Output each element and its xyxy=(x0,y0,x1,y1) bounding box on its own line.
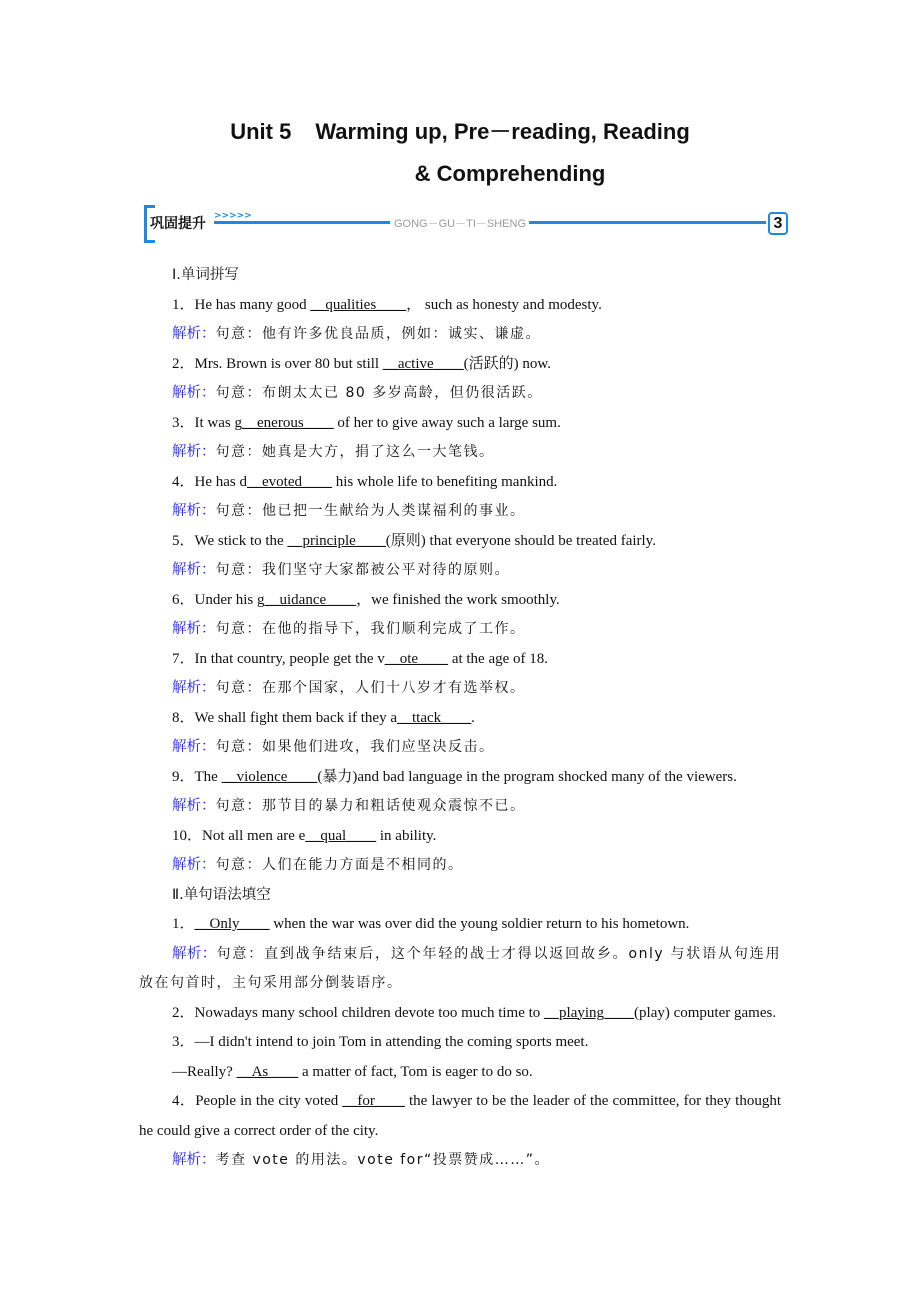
explanation xyxy=(139,792,781,822)
reply-text: —Really? xyxy=(172,1063,237,1080)
explanation xyxy=(139,320,781,350)
title-text: Warming up, Pre－reading, Reading xyxy=(315,119,690,144)
question-text: ， such as honesty and modesty. xyxy=(406,296,602,313)
explanation-text: 句意：人们在能力方面是不相同的。 xyxy=(215,857,464,873)
question-text: (暴力)and bad language in the program shocked many of the viewers. xyxy=(317,768,737,785)
question-text: People in the city voted xyxy=(195,1093,343,1109)
question-text: He has many good xyxy=(194,296,311,313)
explanation-text: 句意：他有许多优良品质，例如：诚实、谦虚。 xyxy=(215,326,541,342)
explanation-label: 解析： xyxy=(172,680,216,696)
question-text: (活跃的) now. xyxy=(463,355,552,372)
question-number: 5． xyxy=(172,532,195,549)
question-text: his whole life to benefiting mankind. xyxy=(332,473,558,490)
question-text: Nowadays many school children devote too much time to xyxy=(194,1004,545,1021)
answer-blank: __uidance____ xyxy=(264,591,357,608)
question-item xyxy=(139,527,781,557)
question-number: 4． xyxy=(172,1093,196,1109)
section-banner xyxy=(144,205,788,239)
explanation-label: 解析： xyxy=(172,503,216,519)
question-number: 4． xyxy=(172,473,195,490)
banner-line xyxy=(529,221,766,224)
question-item xyxy=(139,586,781,616)
question-text: We shall fight them back if they a xyxy=(194,709,397,726)
answer-blank: __playing____ xyxy=(544,1004,635,1021)
question-number: 1． xyxy=(172,296,195,313)
question-item xyxy=(139,1087,781,1146)
explanation-text: 句意：布朗太太已 80 多岁高龄，但仍很活跃。 xyxy=(215,385,543,401)
explanation xyxy=(139,556,781,586)
answer-blank: __Only____ xyxy=(194,916,270,932)
question-text: Mrs. Brown is over 80 but still xyxy=(194,355,383,372)
question-number: 8． xyxy=(172,709,195,726)
explanation-label: 解析： xyxy=(172,385,216,401)
explanation-label: 解析： xyxy=(172,562,216,578)
question-number: 6． xyxy=(172,591,195,608)
unit-label: Unit 5 xyxy=(230,119,292,144)
explanation xyxy=(139,733,781,763)
explanation xyxy=(139,674,781,704)
explanation-label: 解析： xyxy=(172,798,216,814)
section-title: Ⅱ.单句语法填空 xyxy=(172,886,271,903)
section-heading xyxy=(139,881,781,911)
answer-blank: __ote____ xyxy=(384,650,449,667)
explanation-text: 句意：他已把一生献给为人类谋福利的事业。 xyxy=(215,503,526,519)
section-title: Ⅰ.单词拼写 xyxy=(172,267,239,283)
explanation-label: 解析： xyxy=(172,326,216,342)
question-item xyxy=(139,468,781,498)
page-number-badge: 3 xyxy=(768,212,788,235)
answer-blank: __qual____ xyxy=(305,827,377,844)
question-number: 1． xyxy=(172,916,195,932)
question-text: It was g xyxy=(194,414,243,431)
explanation-text: 句意：在他的指导下，我们顺利完成了工作。 xyxy=(215,621,526,637)
explanation-label: 解析： xyxy=(172,739,216,755)
answer-blank: __violence____ xyxy=(221,768,318,785)
question-text: ，we finished the work smoothly. xyxy=(356,591,560,608)
answer-blank: __As____ xyxy=(236,1063,299,1080)
explanation-label: 解析： xyxy=(172,621,216,637)
answer-blank: __for____ xyxy=(342,1093,405,1109)
explanation-label: 解析： xyxy=(172,945,217,962)
question-number: 9． xyxy=(172,768,195,785)
question-item xyxy=(139,999,781,1029)
reply-text: a matter of fact, Tom is eager to do so. xyxy=(298,1063,533,1080)
question-text: . xyxy=(471,709,475,726)
explanation-text: 句意：她真是大方，捐了这么一大笔钱。 xyxy=(215,444,495,460)
arrows-icon: >>>>> xyxy=(214,211,252,221)
banner-label: 巩固提升 xyxy=(150,216,206,232)
explanation-text: 句意：在那个国家，人们十八岁才有选举权。 xyxy=(215,680,526,696)
answer-blank: __active____ xyxy=(382,355,464,372)
question-text: (原则) that everyone should be treated fairly. xyxy=(385,532,656,549)
question-number: 3． xyxy=(172,1034,195,1050)
question-item xyxy=(139,910,781,940)
explanation-text: 句意：直到战争结束后，这个年轻的战士才得以返回故乡。only 与状语从句连用放在句首时，主句采用部分倒装语序。 xyxy=(139,945,782,991)
banner-pinyin: GONG－GU－TI－SHENG xyxy=(394,218,527,230)
question-text: —I didn't intend to join Tom in attending the coming sports meet. xyxy=(194,1034,589,1050)
explanation xyxy=(139,497,781,527)
title-line-2: & Comprehending xyxy=(414,161,606,186)
question-number: 2． xyxy=(172,355,195,372)
answer-blank: __enerous____ xyxy=(242,414,334,431)
explanation xyxy=(139,940,781,999)
question-text: at the age of 18. xyxy=(448,650,549,667)
exercise-content xyxy=(139,261,781,1176)
question-text: in ability. xyxy=(376,827,437,844)
explanation xyxy=(139,1146,781,1176)
explanation xyxy=(139,615,781,645)
explanation xyxy=(139,851,781,881)
question-text: Under his g xyxy=(194,591,265,608)
question-text: the lawyer to be the leader of the committee, for they thought he could give a correct order of the city. xyxy=(139,1093,781,1139)
question-text: Not all men are e xyxy=(202,827,306,844)
explanation-text: 句意：那节目的暴力和粗话使观众震惊不已。 xyxy=(215,798,526,814)
question-text: of her to give away such a large sum. xyxy=(333,414,561,431)
question-item xyxy=(139,763,781,793)
question-number: 10． xyxy=(172,827,203,844)
explanation-label: 解析： xyxy=(172,1152,216,1168)
answer-blank: __principle____ xyxy=(287,532,386,549)
question-text: The xyxy=(194,768,222,785)
question-reply xyxy=(139,1058,781,1088)
question-item xyxy=(139,822,781,852)
title-line-1 xyxy=(0,115,920,146)
explanation-text: 句意：我们坚守大家都被公平对待的原则。 xyxy=(215,562,510,578)
explanation xyxy=(139,438,781,468)
question-text: He has d xyxy=(194,473,248,490)
question-item xyxy=(139,350,781,380)
section-heading xyxy=(139,261,781,291)
explanation-label: 解析： xyxy=(172,857,216,873)
question-text: when the war was over did the young soldier return to his hometown. xyxy=(269,916,690,932)
question-number: 7． xyxy=(172,650,195,667)
question-item xyxy=(139,645,781,675)
answer-blank: __ttack____ xyxy=(397,709,472,726)
answer-blank: __evoted____ xyxy=(247,473,332,490)
question-item xyxy=(139,704,781,734)
question-item xyxy=(139,291,781,321)
question-item xyxy=(139,1028,781,1058)
question-text: We stick to the xyxy=(194,532,288,549)
explanation xyxy=(139,379,781,409)
banner-line xyxy=(214,221,390,224)
explanation-label: 解析： xyxy=(172,444,216,460)
question-text: In that country, people get the v xyxy=(194,650,385,667)
question-item xyxy=(139,409,781,439)
explanation-text: 考查 vote 的用法。vote for“投票赞成……”。 xyxy=(215,1152,551,1168)
question-number: 3． xyxy=(172,414,195,431)
explanation-text: 句意：如果他们进攻，我们应坚决反击。 xyxy=(215,739,495,755)
answer-blank: __qualities____ xyxy=(310,296,407,313)
question-number: 2． xyxy=(172,1004,195,1021)
question-text: (play) computer games. xyxy=(634,1004,777,1021)
